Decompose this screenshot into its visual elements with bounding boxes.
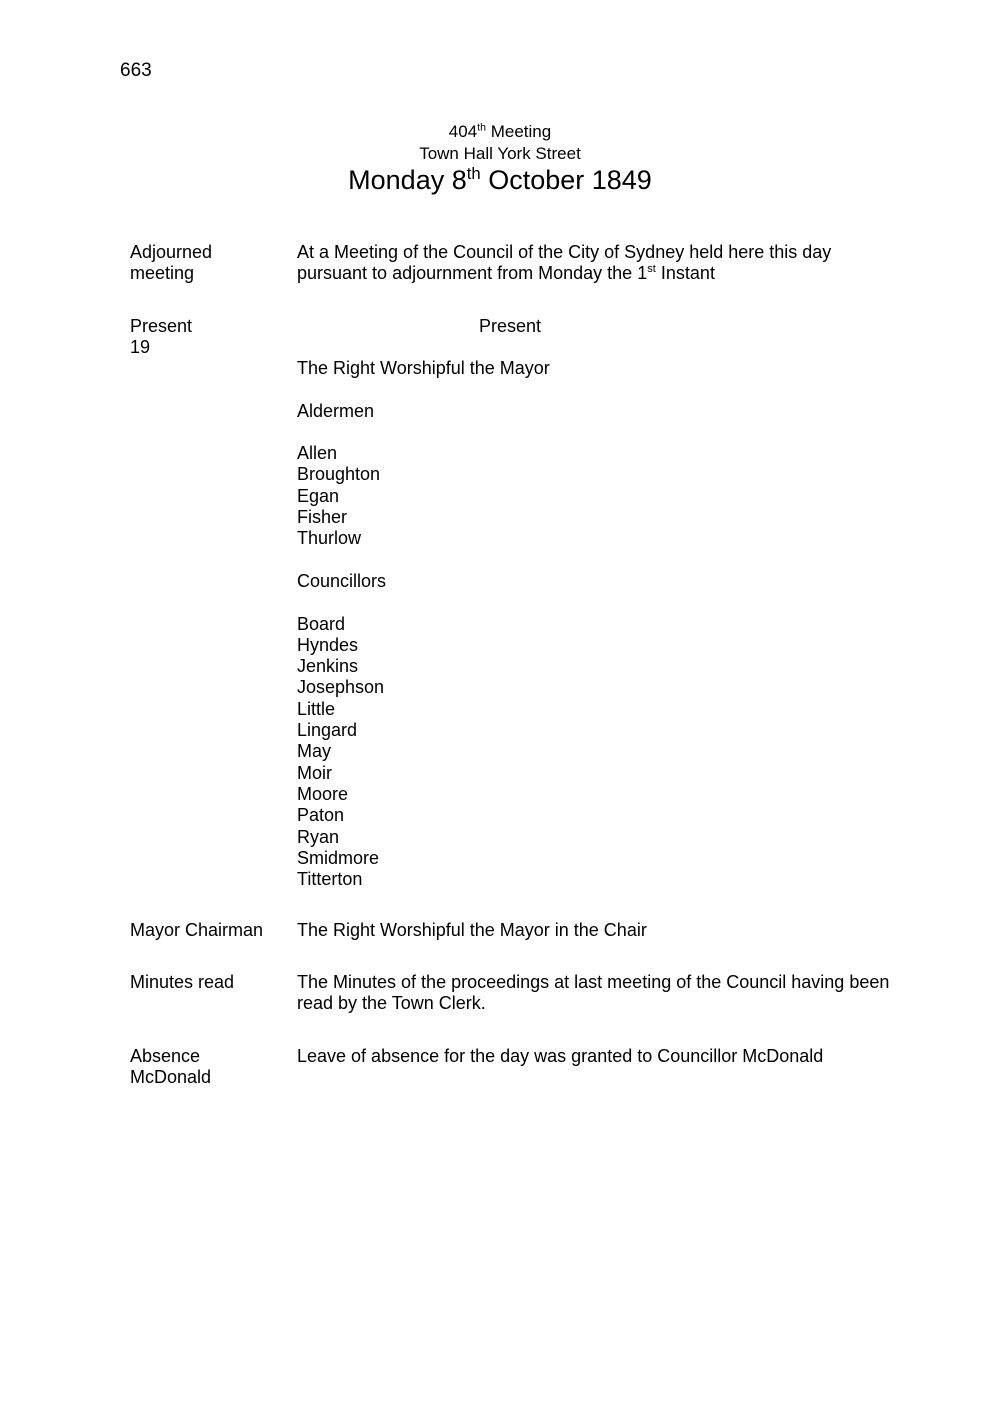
alderman-name: Fisher <box>297 507 348 528</box>
aldermen-heading: Aldermen <box>297 400 375 421</box>
meeting-date: Monday 8th October 1849 <box>348 164 652 195</box>
councillor-name: Ryan <box>297 826 340 847</box>
councillor-name: Board <box>297 613 346 634</box>
councillor-name: Moir <box>297 762 332 783</box>
councillors-heading: Councillors <box>297 570 387 591</box>
councillor-name: Hyndes <box>297 634 359 655</box>
meeting-location: Town Hall York Street <box>419 143 581 163</box>
margin-note-minutes: Minutes read <box>130 972 235 992</box>
councillor-name: Jenkins <box>297 656 359 677</box>
councillor-name: Smidmore <box>297 847 380 868</box>
margin-note-chairman: Mayor Chairman <box>130 920 264 940</box>
mayor-line: The Right Worshipful the Mayor <box>297 358 550 378</box>
councillor-name: Titterton <box>297 869 363 890</box>
alderman-name: Egan <box>297 485 340 506</box>
present-heading: Present <box>479 316 542 336</box>
councillor-name: Little <box>297 698 336 719</box>
page-number: 663 <box>120 60 152 81</box>
adjourned-text: At a Meeting of the Council of the City of Sydney held here this day pursuant to adjournment from Monday the 1st Instant <box>297 242 832 284</box>
councillor-name: Lingard <box>297 720 358 741</box>
margin-note-absence: Absence McDonald <box>130 1046 212 1088</box>
chairman-text: The Right Worshipful the Mayor in the Chair <box>297 920 647 940</box>
attendance-list <box>297 358 927 890</box>
councillor-name: Josephson <box>297 677 385 698</box>
absence-text: Leave of absence for the day was granted to Councillor McDonald <box>297 1046 824 1066</box>
alderman-name: Allen <box>297 443 338 464</box>
councillor-name: Paton <box>297 805 345 826</box>
margin-note-present: Present 19 <box>130 316 193 358</box>
councillor-name: Moore <box>297 783 349 804</box>
margin-note-adjourned: Adjourned meeting <box>130 242 213 284</box>
alderman-name: Thurlow <box>297 528 362 549</box>
meeting-number: 404th Meeting <box>448 121 552 141</box>
councillor-name: May <box>297 741 332 762</box>
alderman-name: Broughton <box>297 464 381 485</box>
minutes-text: The Minutes of the proceedings at last meeting of the Council having been read by the Town Clerk. <box>297 972 890 1014</box>
meeting-header <box>0 121 1000 197</box>
